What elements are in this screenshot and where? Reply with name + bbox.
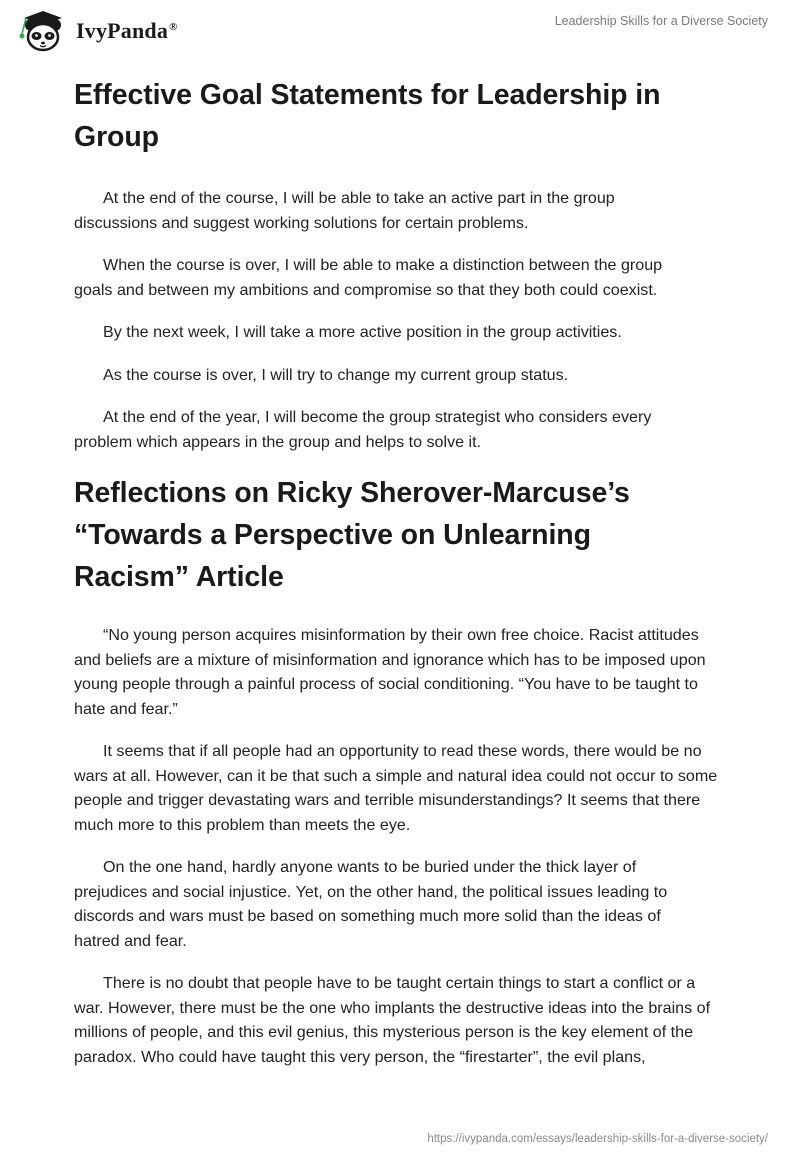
- paragraph: When the course is over, I will be able to make a distinction between the group goals and between my ambitions and compromise so that they both could coexist.: [74, 256, 663, 299]
- trademark-symbol: ®: [169, 20, 178, 33]
- brand-name: IvyPanda®: [76, 18, 178, 43]
- page-header: [0, 0, 800, 60]
- paragraph: On the one hand, hardly anyone wants to be buried under the thick layer of prejudices and social injustice. Yet, on the other hand, the political issues leading to discords and wars must be based on something much more solid than the ideas of hatred and fear.: [74, 858, 668, 950]
- paragraph: “No young person acquires misinformation by their own free choice. Racist attitudes and beliefs are a mixture of misinformation and ignorance which has to be imposed upon young people through a painful process of social conditioning. “You have to be taught to hate and fear.”: [74, 626, 706, 718]
- ivypanda-logo[interactable]: [14, 8, 178, 54]
- section-heading-goal-statements: Effective Goal Statements for Leadership in Group: [74, 79, 661, 153]
- source-url[interactable]: https://ivypanda.com/essays/leadership-skills-for-a-diverse-society/: [427, 1133, 768, 1145]
- paragraph: At the end of the year, I will become the group strategist who considers every problem which appears in the group and helps to solve it.: [74, 408, 652, 451]
- paragraph: By the next week, I will take a more active position in the group activities.: [103, 323, 622, 341]
- panda-graduation-cap-icon: [14, 8, 72, 54]
- section-heading-reflections: Reflections on Ricky Sherover-Marcuse’s “Towards a Perspective on Unlearning Racism” Article: [74, 477, 630, 593]
- essay-content: [74, 70, 726, 1069]
- paragraph: It seems that if all people had an opportunity to read these words, there would be no wars at all. However, can it be that such a simple and natural idea could not occur to some people and trigger devastating wars and terrible misunderstandings? It seems that there much more to this problem than meets the eye.: [74, 742, 718, 834]
- paragraph: At the end of the course, I will be able to take an active part in the group discussions and suggest working solutions for certain problems.: [74, 189, 615, 232]
- document-title: Leadership Skills for a Diverse Society: [554, 14, 768, 28]
- paragraph: As the course is over, I will try to change my current group status.: [103, 365, 569, 384]
- paragraph: There is no doubt that people have to be taught certain things to start a conflict or a war. However, there must be the one who implants the destructive ideas into the brains of millions of people, and this evil genius, this mysterious person is the key element of the paradox. Who could have taught this very person, the “firestarter”, the evil plans,: [74, 974, 711, 1066]
